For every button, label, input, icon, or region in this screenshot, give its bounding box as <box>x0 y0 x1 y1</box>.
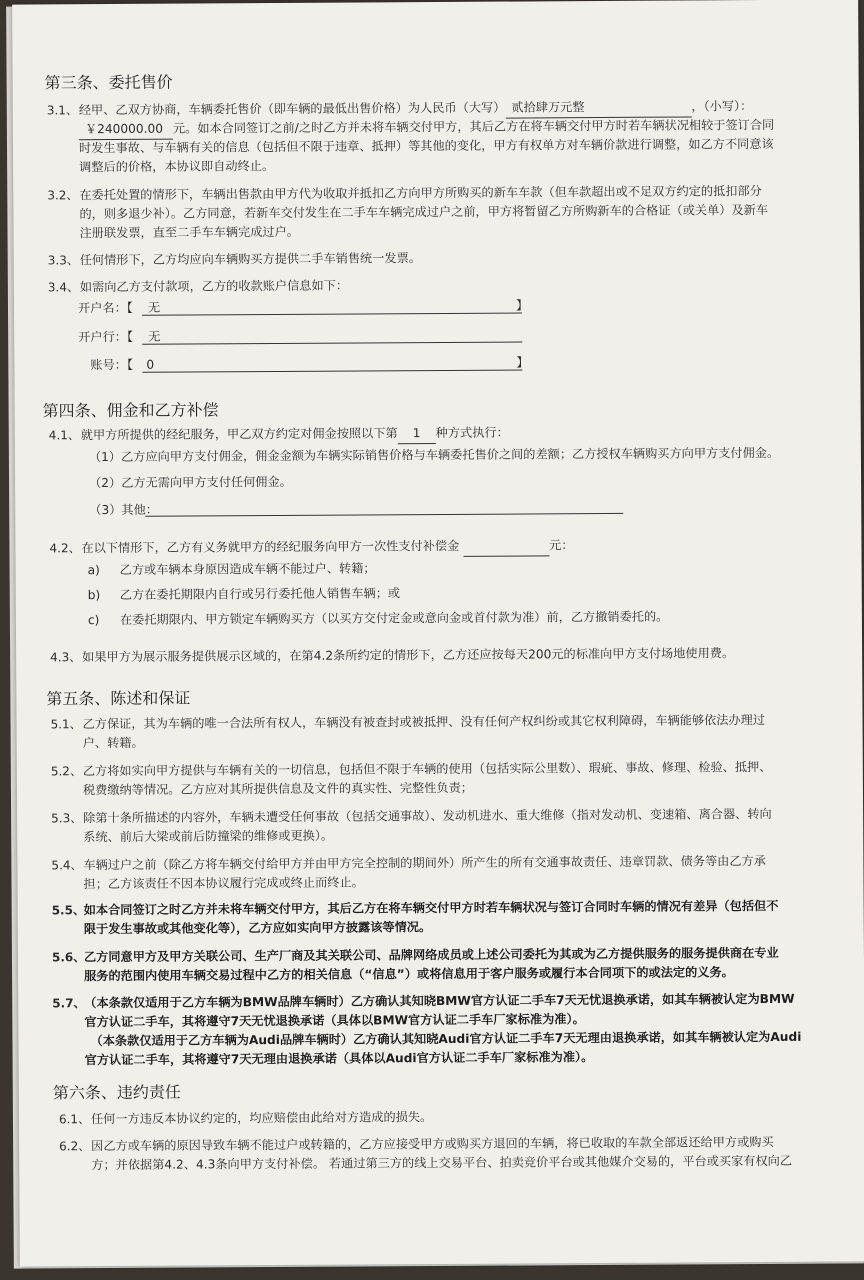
clause-3-2-line-1: 在委托处置的情形下，车辆出售款由甲方代为收取并抵扣乙方向甲方所购买的新车车款（但车款超出或不足双方约定的抵扣部分 <box>79 184 762 203</box>
clause-5-7-line-3: （本条款仅适用于乙方车辆为Audi品牌车辆时）乙方确认其知晓Audi官方认证二手车7天无理由退换承诺，如其车辆被认定为Audi <box>90 1029 802 1049</box>
clause-number: 4.1、 <box>48 428 80 443</box>
clause-number: 5.5、 <box>51 903 85 918</box>
item-c-text: 在委托期限内、甲方锁定车辆购买方（以买方交付定金或意向金或首付款为准）前，乙方撤销委托的。 <box>119 609 669 627</box>
clause-4-1-line-1: 就甲方所提供的经纪服务，甲乙双方约定对佣金按照以下第 1 种方式执行： <box>81 424 509 447</box>
clause-5-2-line-1: 乙方将如实向甲方提供与车辆有关的一切信息，包括但不限于车辆的使用（包括实际公里数）、瑕疵、事故、修理、检验、抵押、 <box>82 759 772 779</box>
clause-number: 3.3、 <box>47 253 79 268</box>
price-upper-field: 贰拾肆万元整 <box>505 97 691 118</box>
clause-6-1-line-1: 任何一方违反本协议约定的，均应赔偿由此给对方造成的损失。 <box>90 1110 433 1127</box>
clause-number: 6.1、 <box>58 1112 91 1127</box>
section-5-title: 第五条、陈述和保证 <box>46 688 191 709</box>
clause-3-3-line-1: 任何情形下，乙方均应向车辆购买方提供二手车销售统一发票。 <box>79 251 422 268</box>
clause-3-1-line-2: ￥240000.00 元。如本合同签订之前/之时乙方并未将车辆交付甲方，其后乙方在将车辆交付甲方时若车辆状况相较于签订合同 <box>79 116 774 140</box>
clause-5-6-line-1: 乙方同意甲方及甲方关联公司、生产厂商及其关联公司、品牌网络成员或上述公司委托为其或为乙方提供服务的服务提供商在专业 <box>83 945 779 965</box>
close-bracket: 】 <box>515 298 529 313</box>
clause-5-1-line-1: 乙方保证，其为车辆的唯一合法所有权人，车辆没有被查封或被抵押、没有任何产权纠纷或其它权利障碍，车辆能够依法办理过 <box>82 713 766 732</box>
account-number-label: 账号：【 <box>90 357 134 373</box>
option-3: （3）其他： <box>89 502 158 518</box>
clause-3-1-line-3: 时发生事故、与车辆有关的信息（包括但不限于违章、抵押）等其他的变化，甲方有权单方对车辆价款进行调整，如乙方不同意该 <box>78 136 774 156</box>
clause-5-3-line-1: 除第十条所描述的内容外，车辆未遭受任何事故（包括交通事故）、发动机进水、重大维修（指对发动机、变速箱、离合器、转向 <box>83 806 772 826</box>
item-b-text: 乙方在委托期限内自行或另行委托他人销售车辆；或 <box>119 586 401 602</box>
clause-number: 5.4、 <box>51 858 83 873</box>
account-number-value: 0 <box>146 357 155 372</box>
clause-5-4-line-1: 车辆过户之前（除乙方将车辆交付给甲方并由甲方完全控制的期间外）所产生的所有交通事故责任、违章罚款、债务等由乙方承 <box>83 854 766 873</box>
contract-page <box>12 0 864 1267</box>
clause-number: 3.1、 <box>46 103 78 118</box>
option-1: （1）乙方应向甲方支付佣金，佣金金额为车辆实际销售价格与车辆委托售价之间的差额；乙方授权车辆购买方向甲方支付佣金。 <box>88 445 780 465</box>
clause-number: 6.2、 <box>59 1139 91 1154</box>
clause-number: 3.2、 <box>47 188 79 203</box>
clause-5-7-line-1: （本条款仅适用于乙方车辆为BMW品牌车辆时）乙方确认其知晓BMW官方认证二手车7天无忧退换承诺，如其车辆被认定为BMW <box>84 991 795 1011</box>
clause-5-7-line-4: 官方认证二手车，其将遵守7天无理由退换承诺（具体以Audi官方认证二手车厂家标准为准）。 <box>84 1050 594 1068</box>
account-holder-value: 无 <box>147 300 161 315</box>
bank-value: 无 <box>148 329 161 344</box>
bank-label: 开户行：【 <box>78 329 134 345</box>
compensation-amount-field <box>463 536 549 557</box>
bank-underline <box>142 341 522 344</box>
item-c-marker: c) <box>87 613 100 628</box>
clause-3-2-line-2: 的，则多退少补）。乙方同意，若新车交付发生在二手车车辆完成过户之前，甲方将暂留乙方所购新车的合格证（或关单）及新车 <box>79 202 769 222</box>
option-2: （2）乙方无需向甲方支付任何佣金。 <box>89 474 292 491</box>
account-holder-label: 开户名：【 <box>77 300 133 316</box>
section-3-title: 第三条、委托售价 <box>44 72 173 93</box>
clause-number: 4.3、 <box>50 650 82 665</box>
clause-5-3-line-2: 系统、前后大梁或前后防撞梁的维修或更换）。 <box>83 828 334 845</box>
clause-4-3-line-1: 如果甲方为展示服务提供展示区域的，在第4.2条所约定的情形下，乙方还应按每天200元的标准向甲方支付场地使用费。 <box>82 646 735 665</box>
clause-number: 5.2、 <box>50 764 82 779</box>
clause-6-2-line-1: 因乙方或车辆的原因导致车辆不能过户或转籍的，乙方应接受甲方或购买方退回的车辆，将已收取的车款全部返还给甲方或购买 <box>91 1134 774 1154</box>
commission-option-field: 1 <box>398 424 436 444</box>
clause-number: 4.2、 <box>49 541 81 556</box>
clause-6-2-line-2: 方；并依据第4.2、4.3条向甲方支付补偿。 若通过第三方的线上交易平台、拍卖竞价平台或其他媒介交易的，平台或买家有权向乙 <box>91 1153 793 1173</box>
clause-4-2-line-1: 在以下情形下，乙方有义务就甲方的经纪服务向甲方一次性支付补偿金 元： <box>81 538 574 556</box>
clause-3-2-line-3: 注册联发票，直至二手车车辆完成过户。 <box>79 224 299 241</box>
clause-number: 5.3、 <box>51 811 83 826</box>
option-3-underline <box>145 513 623 517</box>
clause-3-4-line-1: 如需向乙方支付款项，乙方的收款账户信息如下： <box>79 278 349 295</box>
clause-3-1-line-1: 经甲、乙双方协商，车辆委托售价（即车辆的最低出售价格）为人民币（大写） 贰拾肆万元整 ，（小写）： <box>78 99 753 118</box>
clause-5-7-line-2: 官方认证二手车，其将遵守7天无忧退换承诺（具体以BMW官方认证二手车厂家标准为准）。 <box>84 1012 585 1030</box>
clause-5-5-line-2: 限于发生事故或其他变化等），乙方应如实向甲方披露该等情况。 <box>83 920 432 937</box>
section-4-title: 第四条、佣金和乙方补偿 <box>42 400 219 421</box>
clause-3-1-line-4: 调整后的价格，本协议即自动终止。 <box>79 158 275 175</box>
item-a-marker: a) <box>87 563 100 578</box>
clause-5-4-line-2: 担；乙方该责任不因本协议履行完成或终止而终止。 <box>83 875 364 892</box>
item-b-marker: b) <box>87 588 101 603</box>
price-lower-field: ￥240000.00 <box>79 120 173 141</box>
clause-5-5-line-1: 如本合同签订之时乙方并未将车辆交付甲方，其后乙方在将车辆交付甲方时若车辆状况与签订合同时车辆的情况有差异（包括但不 <box>83 898 779 918</box>
clause-number: 3.4、 <box>47 280 80 295</box>
item-a-text: 乙方或车辆本身原因造成车辆不能过户、转籍； <box>119 561 376 577</box>
account-holder-underline <box>142 312 522 315</box>
clause-number: 5.7、 <box>52 996 86 1011</box>
account-number-underline <box>142 369 522 372</box>
clause-5-2-line-2: 税费缴纳等情况。乙方应对其所提供信息及文件的真实性、完整性负责； <box>82 780 473 798</box>
section-6-title: 第六条、违约责任 <box>52 1082 181 1103</box>
clause-number: 5.1、 <box>50 717 82 732</box>
clause-5-1-line-2: 户、转籍。 <box>82 735 144 751</box>
close-bracket: 】 <box>516 355 529 370</box>
clause-5-6-line-2: 服务的范围内使用车辆交易过程中乙方的相关信息（“信息”）或将信息用于客户服务或履行本合同项下的或法定的义务。 <box>84 965 734 984</box>
clause-number: 5.6、 <box>51 950 86 965</box>
